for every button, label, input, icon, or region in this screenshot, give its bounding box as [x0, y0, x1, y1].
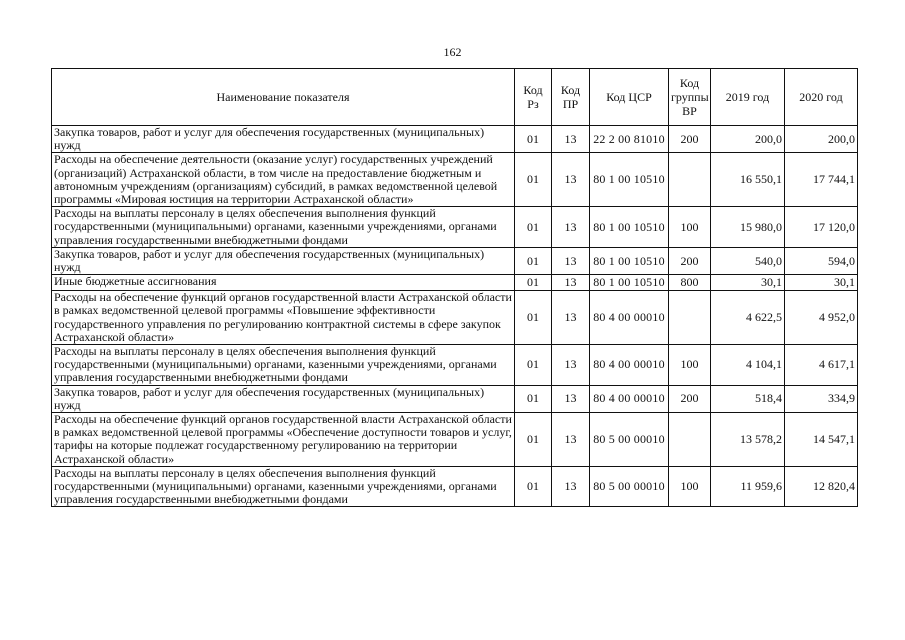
row-2020: 12 820,4 — [785, 466, 858, 507]
header-vr-line1: Код — [679, 76, 700, 90]
row-name: Расходы на выплаты персоналу в целях обеспечения выполнения функций государственными (муниципальными) органами, казенными учреждениями, органами управления государственными внебюджетными фондами — [52, 466, 515, 507]
row-csr: 80 1 00 10510 — [590, 153, 669, 207]
row-2020: 4 617,1 — [785, 345, 858, 386]
row-rz: 01 — [515, 207, 552, 248]
table-row — [52, 413, 858, 467]
row-rz: 01 — [515, 126, 552, 153]
table-row — [52, 345, 858, 386]
table-row — [52, 247, 858, 274]
header-2019: 2019 год — [711, 69, 785, 126]
row-name: Закупка товаров, работ и услуг для обеспечения государственных (муниципальных) нужд — [52, 385, 515, 412]
table-row — [52, 466, 858, 507]
table-row — [52, 291, 858, 345]
row-2020: 334,9 — [785, 385, 858, 412]
row-name: Расходы на обеспечение функций органов государственной власти Астраханской области в рамках ведомственной целевой программы «Обеспечение доступности товаров и услуг, тарифы на которые подлежат государственному регулированию на территории Астраханской области» — [52, 413, 515, 467]
row-2019: 11 959,6 — [711, 466, 785, 507]
header-pr — [552, 69, 590, 126]
header-pr-line2: ПР — [562, 97, 579, 111]
row-rz: 01 — [515, 291, 552, 345]
row-pr: 13 — [552, 207, 590, 248]
row-vr: 100 — [669, 466, 711, 507]
header-csr: Код ЦСР — [590, 69, 669, 126]
table-row — [52, 275, 858, 291]
row-vr: 200 — [669, 247, 711, 274]
row-pr: 13 — [552, 247, 590, 274]
row-2019: 200,0 — [711, 126, 785, 153]
table-row — [52, 207, 858, 248]
row-2020: 14 547,1 — [785, 413, 858, 467]
row-name: Расходы на выплаты персоналу в целях обеспечения выполнения функций государственными (муниципальными) органами, казенными учреждениями, органами управления государственными внебюджетными фондами — [52, 207, 515, 248]
row-csr: 80 1 00 10510 — [590, 207, 669, 248]
row-rz: 01 — [515, 413, 552, 467]
row-vr: 200 — [669, 385, 711, 412]
row-csr: 80 4 00 00010 — [590, 345, 669, 386]
row-name: Расходы на обеспечение деятельности (оказание услуг) государственных учреждений (организаций) Астраханской области, в том числе на предоставление бюджетным и автономным учреждениям (организациям) субсидий, в рамках ведомственной целевой программы «Мировая юстиция на территории Астраханской области» — [52, 153, 515, 207]
row-name: Расходы на обеспечение функций органов государственной власти Астраханской области в рамках ведомственной целевой программы «Повышение эффективности государственного управления по регулированию контрактной системы в сфере закупок Астраханской области» — [52, 291, 515, 345]
row-vr — [669, 413, 711, 467]
header-vr-line3: ВР — [682, 104, 697, 118]
row-name: Иные бюджетные ассигнования — [52, 275, 515, 291]
row-2020: 594,0 — [785, 247, 858, 274]
row-pr: 13 — [552, 385, 590, 412]
header-name: Наименование показателя — [52, 69, 515, 126]
table-row — [52, 385, 858, 412]
row-vr — [669, 153, 711, 207]
row-pr: 13 — [552, 466, 590, 507]
row-csr: 80 5 00 00010 — [590, 413, 669, 467]
row-2019: 13 578,2 — [711, 413, 785, 467]
row-rz: 01 — [515, 385, 552, 412]
row-vr: 100 — [669, 207, 711, 248]
page-number: 162 — [443, 45, 462, 59]
row-rz: 01 — [515, 345, 552, 386]
row-2019: 30,1 — [711, 275, 785, 291]
row-2019: 518,4 — [711, 385, 785, 412]
budget-table — [51, 68, 858, 507]
row-2020: 4 952,0 — [785, 291, 858, 345]
row-pr: 13 — [552, 275, 590, 291]
row-pr: 13 — [552, 345, 590, 386]
row-rz: 01 — [515, 247, 552, 274]
row-csr: 80 4 00 00010 — [590, 385, 669, 412]
table-row — [52, 153, 858, 207]
row-2020: 30,1 — [785, 275, 858, 291]
header-vr-line2: группы — [671, 90, 709, 104]
header-rz-line2: Рз — [527, 97, 539, 111]
row-csr: 80 1 00 10510 — [590, 247, 669, 274]
row-pr: 13 — [552, 413, 590, 467]
row-2019: 540,0 — [711, 247, 785, 274]
header-rz — [515, 69, 552, 126]
row-pr: 13 — [552, 126, 590, 153]
row-csr: 22 2 00 81010 — [590, 126, 669, 153]
row-pr: 13 — [552, 153, 590, 207]
row-name: Закупка товаров, работ и услуг для обеспечения государственных (муниципальных) нужд — [52, 247, 515, 274]
row-2019: 4 622,5 — [711, 291, 785, 345]
row-2019: 16 550,1 — [711, 153, 785, 207]
row-vr — [669, 291, 711, 345]
row-vr: 800 — [669, 275, 711, 291]
row-2020: 200,0 — [785, 126, 858, 153]
table-row — [52, 126, 858, 153]
row-csr: 80 4 00 00010 — [590, 291, 669, 345]
header-vr — [669, 69, 711, 126]
header-rz-line1: Код — [523, 83, 543, 97]
header-2020: 2020 год — [785, 69, 858, 126]
row-2020: 17 120,0 — [785, 207, 858, 248]
row-rz: 01 — [515, 153, 552, 207]
row-name: Закупка товаров, работ и услуг для обеспечения государственных (муниципальных) нужд — [52, 126, 515, 153]
row-vr: 100 — [669, 345, 711, 386]
header-row — [52, 69, 858, 126]
row-rz: 01 — [515, 466, 552, 507]
row-2019: 15 980,0 — [711, 207, 785, 248]
row-2019: 4 104,1 — [711, 345, 785, 386]
row-csr: 80 1 00 10510 — [590, 275, 669, 291]
row-name: Расходы на выплаты персоналу в целях обеспечения выполнения функций государственными (муниципальными) органами, казенными учреждениями, органами управления государственными внебюджетными фондами — [52, 345, 515, 386]
header-pr-line1: Код — [560, 83, 581, 97]
row-2020: 17 744,1 — [785, 153, 858, 207]
row-vr: 200 — [669, 126, 711, 153]
row-pr: 13 — [552, 291, 590, 345]
row-rz: 01 — [515, 275, 552, 291]
row-csr: 80 5 00 00010 — [590, 466, 669, 507]
